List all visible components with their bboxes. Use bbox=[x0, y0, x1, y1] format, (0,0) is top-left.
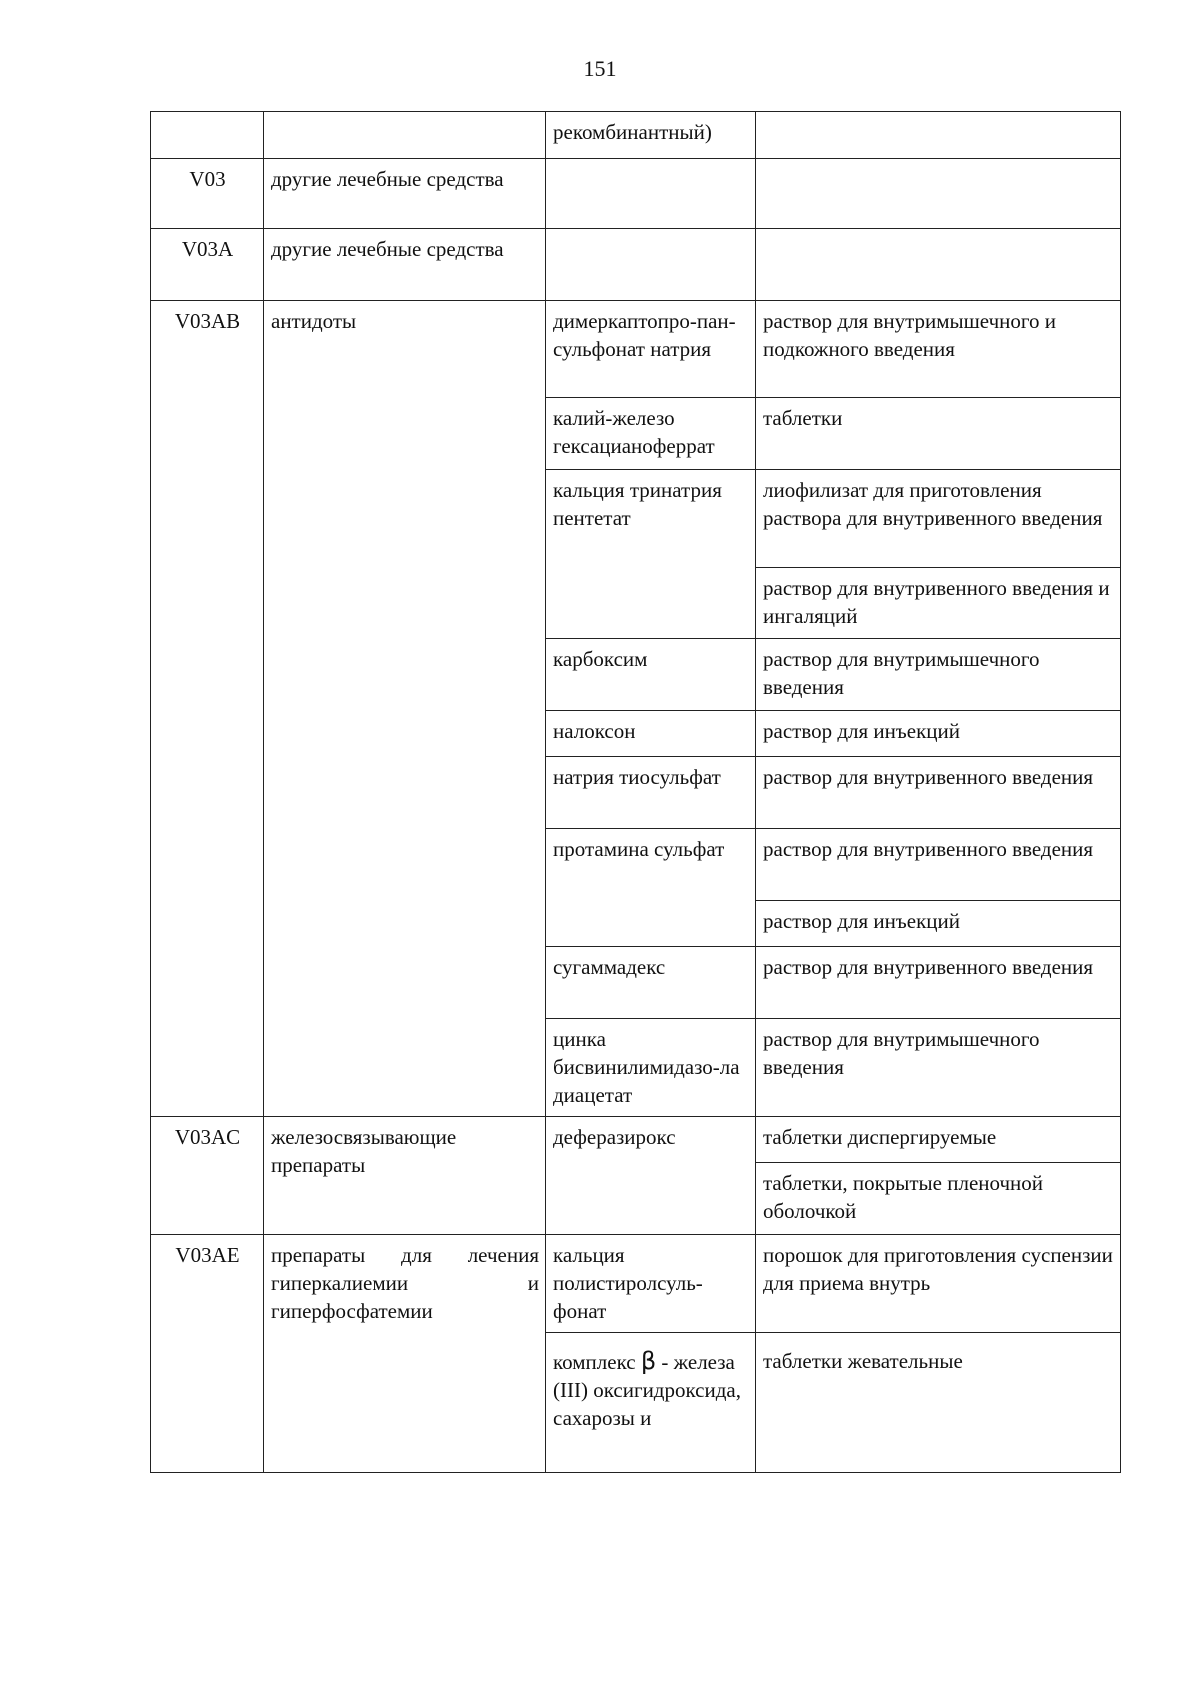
dosage-form-cell: таблетки, покрытые пленочной оболочкой bbox=[756, 1163, 1121, 1235]
group-name-cell: другие лечебные средства bbox=[264, 159, 546, 229]
drug-name-cell: налоксон bbox=[546, 711, 756, 757]
drug-name-cell: димеркаптопро-пан-сульфонат натрия bbox=[546, 301, 756, 398]
table-row bbox=[151, 159, 1121, 229]
atc-code-cell: V03 bbox=[151, 159, 264, 229]
drug-name-rest: - железа (III) оксигидроксида, сахарозы и bbox=[553, 1350, 741, 1430]
drug-name-prefix: комплекс bbox=[553, 1350, 636, 1374]
table-row bbox=[151, 301, 1121, 398]
dosage-form-cell: раствор для внутримышечного и подкожного введения bbox=[756, 301, 1121, 398]
drug-table bbox=[150, 111, 1121, 1473]
table-row bbox=[151, 1117, 1121, 1163]
dosage-form-cell: раствор для внутривенного введения bbox=[756, 757, 1121, 829]
drug-name-cell bbox=[546, 1333, 756, 1473]
dosage-form-cell bbox=[756, 159, 1121, 229]
group-name-cell: железосвязывающие препараты bbox=[264, 1117, 546, 1235]
beta-symbol: β bbox=[640, 1347, 657, 1375]
drug-name-cell: кальция тринатрия пентетат bbox=[546, 470, 756, 639]
atc-code-cell: V03AC bbox=[151, 1117, 264, 1235]
atc-code-cell: V03AB bbox=[151, 301, 264, 1117]
drug-name-cell bbox=[546, 229, 756, 301]
dosage-form-cell: раствор для инъекций bbox=[756, 711, 1121, 757]
table-row bbox=[151, 112, 1121, 159]
dosage-form-cell: таблетки жевательные bbox=[756, 1333, 1121, 1473]
dosage-form-cell bbox=[756, 229, 1121, 301]
dosage-form-cell: раствор для внутримышечного введения bbox=[756, 1019, 1121, 1117]
group-name-cell: препараты для лечения гиперкалиемии и гиперфосфатемии bbox=[264, 1235, 546, 1473]
drug-name-cell: натрия тиосульфат bbox=[546, 757, 756, 829]
table-row bbox=[151, 229, 1121, 301]
drug-name-cell: цинка бисвинилимидазо-ла диацетат bbox=[546, 1019, 756, 1117]
group-name-cell: антидоты bbox=[264, 301, 546, 1117]
dosage-form-cell: раствор для внутривенного введения и ингаляций bbox=[756, 568, 1121, 639]
dosage-form-cell: раствор для внутримышечного введения bbox=[756, 639, 1121, 711]
dosage-form-cell bbox=[756, 112, 1121, 159]
drug-name-cell: рекомбинантный) bbox=[546, 112, 756, 159]
drug-name-cell: сугаммадекс bbox=[546, 947, 756, 1019]
atc-code-cell: V03A bbox=[151, 229, 264, 301]
group-name-cell: другие лечебные средства bbox=[264, 229, 546, 301]
drug-name-cell: калий-железо гексацианоферрат bbox=[546, 398, 756, 470]
dosage-form-cell: лиофилизат для приготовления раствора для внутривенного введения bbox=[756, 470, 1121, 568]
drug-name-cell: карбоксим bbox=[546, 639, 756, 711]
dosage-form-cell: раствор для внутривенного введения bbox=[756, 947, 1121, 1019]
dosage-form-cell: таблетки bbox=[756, 398, 1121, 470]
drug-name-cell: деферазирокс bbox=[546, 1117, 756, 1235]
code-cell bbox=[151, 112, 264, 159]
group-cell bbox=[264, 112, 546, 159]
table-row bbox=[151, 1235, 1121, 1333]
drug-name-cell: кальция полистиролсуль-фонат bbox=[546, 1235, 756, 1333]
atc-code-cell: V03AE bbox=[151, 1235, 264, 1473]
dosage-form-cell: раствор для внутривенного введения bbox=[756, 829, 1121, 901]
dosage-form-cell: порошок для приготовления суспензии для приема внутрь bbox=[756, 1235, 1121, 1333]
dosage-form-cell: таблетки диспергируемые bbox=[756, 1117, 1121, 1163]
page-number: 151 bbox=[583, 56, 617, 81]
dosage-form-cell: раствор для инъекций bbox=[756, 901, 1121, 947]
drug-name-cell: протамина сульфат bbox=[546, 829, 756, 947]
drug-name-cell bbox=[546, 159, 756, 229]
